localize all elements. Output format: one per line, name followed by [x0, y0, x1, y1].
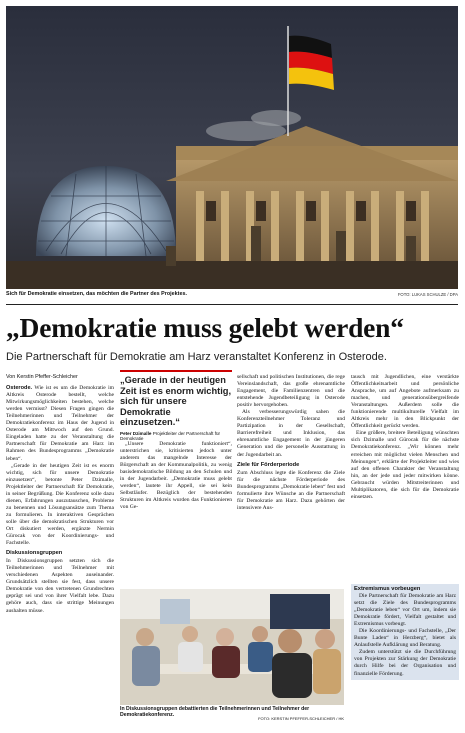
pull-quote-text: „Gerade in der heutigen Zeit ist es enorm wichtig, sich für unsere Demokratie einzusetzen.“ — [120, 375, 232, 427]
pull-quote-source — [120, 431, 232, 441]
col4-paragraph-1: tausch mit Jugendlichen, eine verstärkte Öffentlichkeitsarbeit und persönliche Ansprache, um auf Angebote aufmerksam zu machen, und generationsübergreifende Veranstaltungen. Außerdem solle die funktionierende multikulturelle Vielfalt im Altkreis mehr in den Blickpunkt der Öffentlichkeit gerückt werden. — [351, 374, 459, 430]
top-photo-caption-text: Sich für Demokratie einsetzen, das möchten die Partner des Projektes. — [6, 291, 187, 297]
info-box-paragraph-1: Die Partnerschaft für Demokratie am Harz setzt die Ziele des Bundesprogramms „Demokratie leben“ vor Ort um, indem sie Demokratie fördert, Vielfalt gestaltet und Extremismus vorbeugt. — [354, 593, 456, 628]
info-box-title: Extremismus vorbeugen — [354, 586, 421, 592]
column-4 — [351, 374, 459, 501]
reichstag-illustration — [6, 6, 458, 289]
column-1 — [6, 374, 114, 615]
divider-top — [6, 304, 458, 305]
col4-paragraph-2: Eine größere, breitere Beteiligung wünschten sich Dzimalle und Gürocak für die nächste Demokratiekonferenz. „Wir können mehr erreichen mit möglichst vielen Menschen und Meinungen“, erklärte der Projektleiter und wies auf den offenen Charakter der Veranstaltung hin, an der jede und jeder mitwirken könne. Gebraucht würden Mitstreiterinnen und Multiplikatoren, die sich für die Demokratie einsetzen. — [351, 430, 459, 500]
column-3 — [237, 374, 345, 512]
article-subhead: Die Partnerschaft für Demokratie am Harz veranstaltet Konferenz in Osterode. — [6, 351, 387, 363]
discussion-illustration — [120, 589, 344, 705]
col1-paragraph-2: „Gerade in der heutigen Zeit ist es enorm wichtig, sich für unsere Demokratie einzusetzen“, betonte Peter Dzimalle, Projektleiter der Partnerschaft für Demokratie, in seiner Begrüßung. Die Konferenz solle dazu dienen, Erfahrungen auszutauschen, Probleme zu benennen und Lösungsansätze zum Thema zu formulieren. In interaktiven Gesprächen solle über die demokratischen Strukturen vor Ort diskutiert werden, ergänzte Nermin Gürocak von der Koordinierungs- und Fachstelle. — [6, 462, 114, 547]
article-author: Von Kerstin Pfeffer-Schleicher — [6, 374, 78, 380]
col1-paragraph-1 — [6, 385, 114, 463]
col3-paragraph-3: Zum Abschluss legte die Konferenz die Ziele für die nächste Förderperiode des Bundesprogramms „Demokratie leben“ fest und formulierte ihre Wünsche an die Partnerschaft für Demokratie am Harz. Dazu gehörten der intensivere Aus- — [237, 469, 345, 511]
info-box-paragraph-3: Zudem unterstützt sie die Durchführung von Projekten zur Stärkung der Demokratie durch Hilfe bei der Organisation und finanzielle Förderung. — [354, 649, 456, 677]
pull-quote-box — [120, 370, 232, 441]
pull-quote-source-role: Projektleiter der Partnerschaft für Demokratie — [120, 430, 221, 441]
pull-quote-accent-bar — [120, 370, 232, 372]
pull-quote-source-name: Peter Dzimalle — [120, 430, 152, 436]
dateline: Osterode. — [6, 385, 33, 392]
col3-paragraph-1: sellschaft und politischen Institutionen, die rege Vereinslandschaft, das große ehrenamtliche Engagement, die Familienzentren und die entstehende Jugendbeteiligung in Osterode positiv hervorgehoben. — [237, 374, 345, 409]
bottom-photo-caption — [120, 706, 344, 721]
column-2 — [120, 441, 232, 511]
info-box-paragraph-2: Die Koordinierungs- und Fachstelle, „Der Bunte Laden“ in Herzberg“, bietet als Anlaufstelle Aufklärung und Beratung. — [354, 628, 456, 649]
top-photo-caption — [6, 291, 458, 303]
col1-paragraph-3: In Diskussionsgruppen setzten sich die Teilnehmerinnen und Teilnehmer mit verschiedenen Aspekten auseinander. Grundsätzlich stellten sie fest, dass unsere Demokratie von den vertretenen Grundrechten geprägt sei und von ihrer Vielfalt lebe. Dazu gehöre auch, dass sie strittige Meinungen aushalten müsse. — [6, 558, 114, 614]
discussion-photo — [120, 589, 344, 705]
reichstag-photo — [6, 6, 458, 289]
col2-paragraph-1: „Unsere Demokratie funktioniert“, unterstrichen sie, kritisierten jedoch unter anderem das mangelnde Interesse der Bürgerschaft an der Kommunalpolitik, zu wenig basisdemokratische Bildung an den Schulen und in der Jugendarbeit. „Demokratie muss gelebt werden“, lautete ihr Appell, sie sei kein Selbstläufer. Bezüglich der bestehenden Strukturen im Altkreis wurden das Funktionieren von Ge- — [120, 441, 232, 511]
col1-p1-text: Wie ist es um die Demokratie im Altkreis Osterode bestellt, welche Mitwirkungsmöglichkeiten bestehen, welche werden vermisst? Diesen Fragen gingen die Teilnehmerinnen und Teilnehmer der Demokratiekonferenz im Haus der Jugend in Osterode am Mittwoch auf den Grund. Eingeladen hatte zu der Veranstaltung die Partnerschaft für Demokratie am Harz im Rahmen des Bundesprogramms „Demokratie leben“. — [6, 385, 114, 462]
col3-paragraph-2: Als verbesserungswürdig sahen die Konferenzteilnehmer Toleranz und Partizipation in der Gesellschaft, Barrierefreiheit und Inklusion, das ehrenamtliche Engagement in der jüngeren Generation und die personelle Ausstattung in der Jugendarbeit an. — [237, 409, 345, 458]
col3-subheading: Ziele für Förderperiode — [237, 461, 300, 468]
bottom-photo-caption-text: In Diskussionsgruppen debattierten die Teilnehmerinnen und Teilnehmer der Demokratiekonferenz. — [120, 706, 310, 719]
info-box — [351, 584, 459, 680]
article-headline: „Demokratie muss gelebt werden“ — [6, 312, 404, 343]
col1-subheading: Diskussionsgruppen — [6, 550, 63, 557]
bottom-photo-credit: FOTO: KERSTIN PFEFFER-SCHLEICHER / HK — [258, 716, 344, 721]
top-photo-credit: FOTO: LUKAS SCHULZE / DPA — [397, 292, 458, 297]
